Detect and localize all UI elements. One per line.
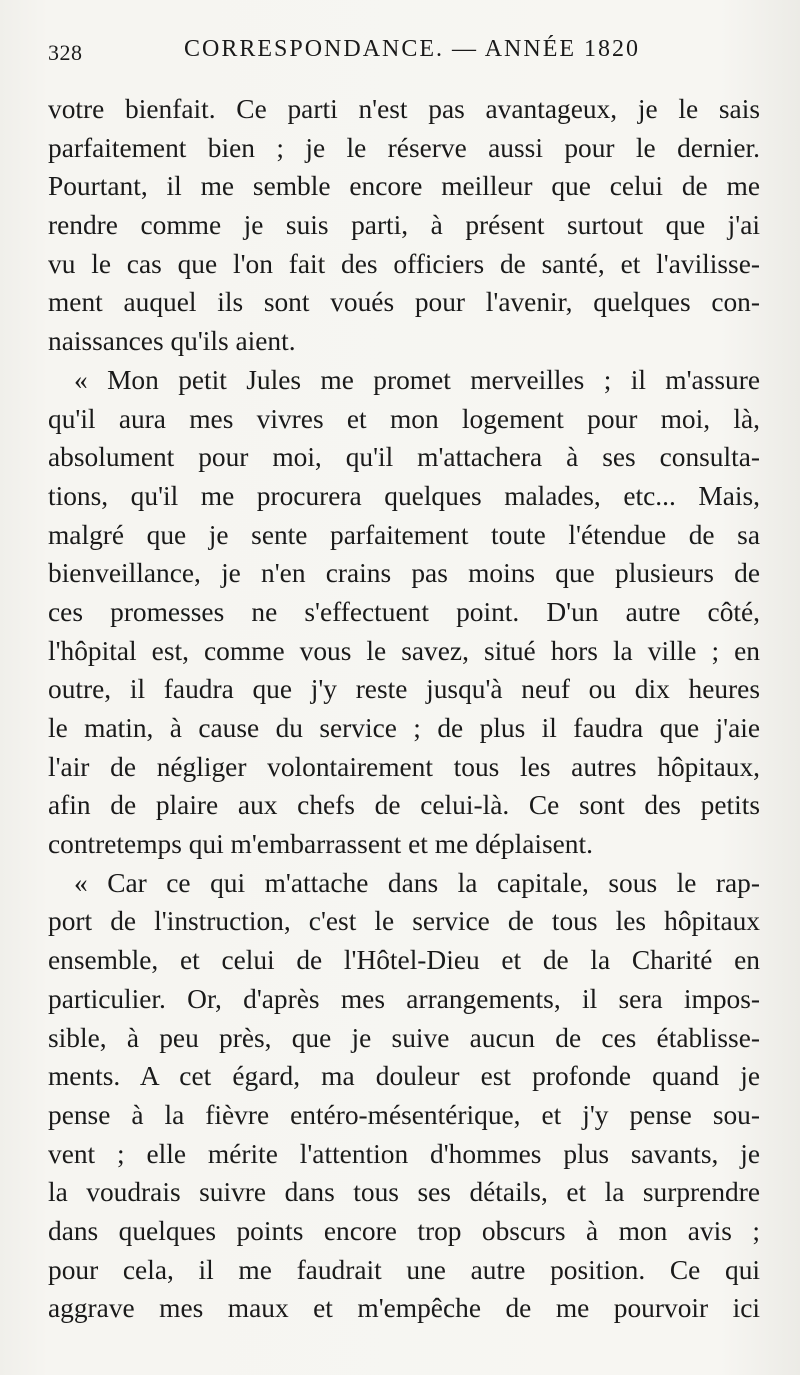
text-line: vent ; elle mérite l'attention d'hommes plus savants, je — [48, 1138, 760, 1169]
text-line: pour cela, il me faudrait une autre position. Ce qui — [48, 1254, 760, 1285]
text-line: Pourtant, il me semble encore meilleur que celui de me — [48, 171, 760, 202]
text-line: afin de plaire aux chefs de celui-là. Ce sont des petits — [48, 790, 760, 821]
text-line: le matin, à cause du service ; de plus il faudra que j'aie — [48, 713, 760, 743]
text-line: vu le cas que l'on fait des officiers de santé, et l'avilisse- — [48, 248, 760, 279]
text-line: qu'il aura mes vivres et mon logement pour moi, là, — [48, 403, 760, 434]
text-line: pense à la fièvre entéro-mésentérique, et j'y pense sou- — [48, 1099, 760, 1130]
text-line: outre, il faudra que j'y reste jusqu'à neuf ou dix heures — [48, 674, 760, 705]
text-line: ensemble, et celui de l'Hôtel-Dieu et de la Charité en — [48, 945, 760, 976]
text-line: votre bienfait. Ce parti n'est pas avantageux, je le sais — [48, 94, 760, 124]
text-line: rendre comme je suis parti, à présent surtout que j'ai — [48, 210, 760, 241]
text-line: parfaitement bien ; je le réserve aussi pour le dernier. — [48, 132, 760, 163]
text-line: ces promesses ne s'effectuent point. D'un autre côté, — [48, 596, 760, 627]
text-line: malgré que je sente parfaitement toute l'étendue de sa — [48, 519, 760, 550]
page-number: 328 — [48, 40, 83, 65]
text-line: la voudrais suivre dans tous ses détails, et la surprendre — [48, 1177, 760, 1208]
paragraph-start-line: « Mon petit Jules me promet merveilles ; il m'assure — [74, 364, 760, 395]
text-line: absolument pour moi, qu'il m'attachera à ses consulta- — [48, 442, 760, 473]
text-line: aggrave mes maux et m'empêche de me pourvoir ici — [48, 1293, 760, 1324]
text-line: ment auquel ils sont voués pour l'avenir, quelques con- — [48, 287, 760, 318]
text-line: l'hôpital est, comme vous le savez, situé hors la ville ; en — [48, 635, 760, 666]
text-line: naissances qu'ils aient. — [48, 326, 296, 357]
paragraph-start-line: « Car ce qui m'attache dans la capitale, sous le rap- — [74, 867, 760, 898]
text-line: tions, qu'il me procurera quelques malades, etc... Mais, — [48, 480, 760, 511]
body-text — [48, 90, 760, 1328]
text-line: contretemps qui m'embarrassent et me déplaisent. — [48, 829, 593, 860]
text-line: ments. A cet égard, ma douleur est profonde quand je — [48, 1061, 760, 1092]
text-line: l'air de négliger volontairement tous les autres hôpitaux, — [48, 751, 760, 782]
text-line: port de l'instruction, c'est le service de tous les hôpitaux — [48, 906, 760, 937]
text-line: dans quelques points encore trop obscurs à mon avis ; — [48, 1215, 760, 1246]
text-line: bienveillance, je n'en crains pas moins que plusieurs de — [48, 558, 760, 589]
page-header — [48, 36, 760, 76]
text-line: particulier. Or, d'après mes arrangements, il sera impos- — [48, 983, 760, 1014]
running-head: CORRESPONDANCE. — ANNÉE 1820 — [184, 36, 641, 62]
text-line: sible, à peu près, que je suive aucun de ces établisse- — [48, 1022, 760, 1053]
